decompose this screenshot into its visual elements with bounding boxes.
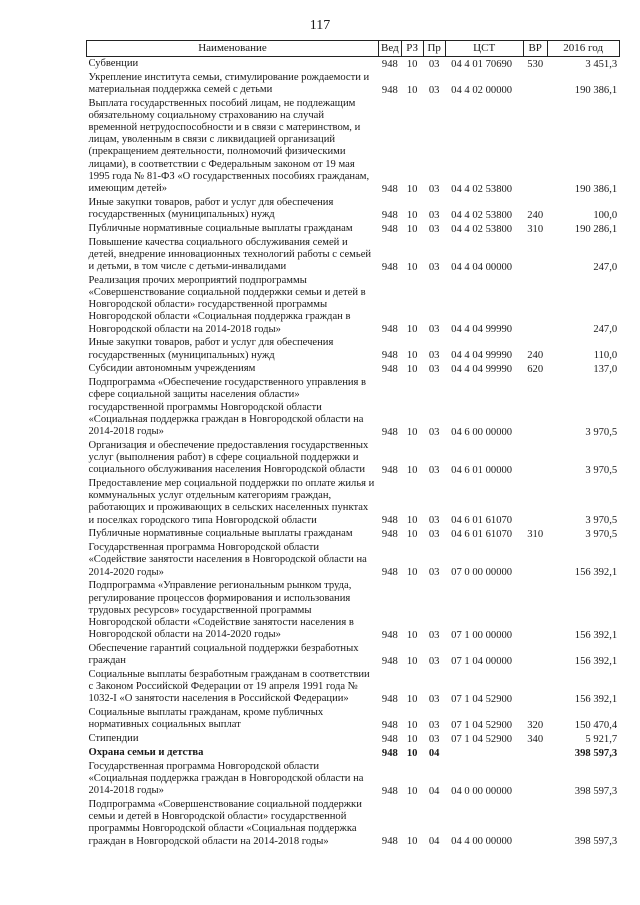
row-pr: 04: [428, 786, 440, 798]
row-pr: 03: [428, 324, 440, 336]
row-name: Государственная программа Новгородской области «Социальная поддержка граждан в Новгородской области на 2014-2018 годы»: [88, 760, 364, 797]
table-row: [87, 732, 620, 746]
row-amount: 156 392,1: [574, 630, 618, 642]
row-amount: 190 386,1: [574, 183, 618, 195]
table-row: [87, 706, 620, 732]
row-ved: 948: [381, 786, 398, 798]
row-rz: 10: [406, 465, 418, 477]
table-row: [87, 760, 620, 798]
row-cst: 04 6 01 00000: [451, 465, 513, 477]
table-row: [87, 642, 620, 668]
row-cst: 04 4 04 99990: [451, 324, 513, 336]
row-amount: 398 597,3: [574, 786, 618, 798]
row-name: Публичные нормативные социальные выплаты гражданам: [88, 528, 353, 540]
row-ved: 948: [381, 630, 398, 642]
row-name: Выплата государственных пособий лицам, не подлежащим обязательному социальному страхованию на случай временной нетрудоспособности и в связи с материнством, и лицам, уволенным в связи с ликвидацией организаций (прекращением деятельности, полномочий физическими лицами), в соответствии с Федеральным законом от 19 мая 1995 года № 81-ФЗ «О государственных пособиях гражданам, имеющим детей»: [88, 97, 370, 195]
row-pr: 03: [428, 209, 440, 221]
table-row: [87, 97, 620, 196]
row-cst: 04 4 04 99990: [451, 364, 513, 376]
row-ved: 948: [381, 836, 398, 848]
row-rz: 10: [406, 223, 418, 235]
row-name: Подпрограмма «Обеспечение государственного управления в сфере социальной защиты населения области» государственной программы Новгородской области «Социальная поддержка граждан в Новгородской области на 2014-2018 годы»: [88, 377, 367, 438]
row-rz: 10: [406, 324, 418, 336]
table-row: [87, 580, 620, 643]
table-row: [87, 541, 620, 579]
row-rz: 10: [406, 183, 418, 195]
row-name: Укрепление института семьи, стимулирование рождаемости и материальная поддержка семей с детьми: [88, 71, 370, 95]
row-cst: 07 1 04 52900: [451, 694, 513, 706]
row-amount: 3 970,5: [585, 465, 618, 477]
table-row: [87, 528, 620, 542]
row-vr: [523, 760, 547, 798]
row-cst: 07 1 04 52900: [451, 720, 513, 732]
row-ved: 948: [381, 567, 398, 579]
table-row: [87, 477, 620, 527]
row-pr: 03: [428, 350, 440, 362]
row-vr: [523, 642, 547, 668]
row-rz: 10: [406, 515, 418, 527]
budget-table: [86, 40, 620, 849]
row-pr: 03: [428, 261, 440, 273]
table-row: [87, 196, 620, 222]
row-name: Реализация прочих мероприятий подпрограммы «Совершенствование социальной поддержки семьи и детей в Новгородской области» государственной программы Новгородской области «Социальная поддержка граждан в Новгородской области на 2014-2018 годы»: [88, 274, 366, 335]
row-name: Государственная программа Новгородской области «Содействие занятости населения в Новгородской области на 2014-2020 годы»: [88, 542, 367, 578]
row-vr: 310: [527, 529, 544, 541]
row-rz: 10: [406, 529, 418, 541]
row-ved: 948: [381, 720, 398, 732]
row-rz: 10: [406, 209, 418, 221]
row-ved: 948: [381, 324, 398, 336]
table-row: [87, 439, 620, 477]
row-name: Иные закупки товаров, работ и услуг для обеспечения государственных (муниципальных) нужд: [88, 337, 334, 361]
row-amount: 190 386,1: [574, 84, 618, 96]
header-year: 2016 год: [547, 41, 619, 57]
row-ved: 948: [381, 58, 398, 70]
row-ved: 948: [381, 515, 398, 527]
row-amount: 156 392,1: [574, 694, 618, 706]
row-cst: 04 0 00 00000: [451, 786, 513, 798]
row-pr: 03: [428, 529, 440, 541]
row-ved: 948: [381, 350, 398, 362]
table-row: [87, 337, 620, 363]
row-ved: 948: [381, 426, 398, 438]
row-ved: 948: [381, 734, 398, 746]
row-vr: 240: [527, 350, 544, 362]
row-vr: [523, 668, 547, 706]
row-pr: 03: [428, 183, 440, 195]
row-pr: 03: [428, 720, 440, 732]
row-rz: 10: [406, 261, 418, 273]
row-ved: 948: [381, 465, 398, 477]
row-rz: 10: [406, 836, 418, 848]
row-ved: 948: [381, 223, 398, 235]
row-vr: [523, 798, 547, 848]
row-rz: 10: [406, 694, 418, 706]
row-vr: 340: [527, 734, 544, 746]
row-rz: 10: [406, 567, 418, 579]
header-rz: РЗ: [401, 41, 423, 57]
row-cst: 04 4 04 00000: [451, 261, 513, 273]
row-amount: 110,0: [593, 350, 618, 362]
table-row: [87, 274, 620, 337]
row-vr: [523, 274, 547, 337]
row-pr: 03: [428, 630, 440, 642]
row-pr: 03: [428, 223, 440, 235]
header-pr: Пр: [423, 41, 445, 57]
table-row: [87, 668, 620, 706]
row-amount: 3 970,5: [585, 515, 618, 527]
row-rz: 10: [406, 350, 418, 362]
row-cst: 07 1 00 00000: [451, 630, 513, 642]
row-cst: 04 6 01 61070: [451, 529, 513, 541]
table-row: [87, 746, 620, 760]
row-cst: 04 4 00 00000: [451, 836, 513, 848]
header-cst: ЦСТ: [445, 41, 523, 57]
row-amount: 156 392,1: [574, 567, 618, 579]
row-name: Субвенции: [88, 57, 139, 69]
row-amount: 156 392,1: [574, 656, 618, 668]
row-name: Подпрограмма «Управление региональным рынком труда, регулирование процессов формирования и использования трудовых ресурсов» государственной программы Новгородской области «Содействие занятости населения в Новгородской области на 2014-2020 годы»: [88, 580, 354, 641]
row-vr: 530: [527, 58, 544, 70]
row-rz: 10: [406, 630, 418, 642]
row-amount: 100,0: [593, 209, 618, 221]
row-ved: 948: [381, 84, 398, 96]
row-amount: 137,0: [593, 364, 618, 376]
row-ved: 948: [381, 183, 398, 195]
row-rz: 10: [406, 720, 418, 732]
row-rz: 10: [406, 58, 418, 70]
row-vr: [523, 439, 547, 477]
table-body: [87, 57, 620, 849]
table-row: [87, 236, 620, 274]
row-name: Охрана семьи и детства: [88, 747, 204, 759]
table-row: [87, 798, 620, 848]
row-amount: 398 597,3: [574, 836, 618, 848]
row-name: Организация и обеспечение предоставления государственных услуг (выполнения работ) в сфере социальной поддержки и социального обслуживания населения Новгородской области: [88, 439, 369, 476]
row-vr: [523, 236, 547, 274]
row-rz: 10: [406, 786, 418, 798]
row-rz: 10: [406, 747, 418, 759]
row-pr: 03: [428, 567, 440, 579]
row-cst: 07 0 00 00000: [451, 567, 513, 579]
row-vr: [523, 477, 547, 527]
table-row: [87, 71, 620, 97]
row-amount: 247,0: [593, 324, 618, 336]
row-rz: 10: [406, 426, 418, 438]
page-number: 117: [309, 18, 331, 33]
row-cst: 04 4 04 99990: [451, 350, 513, 362]
row-pr: 03: [428, 426, 440, 438]
row-amount: 3 451,3: [585, 58, 618, 70]
row-vr: [523, 376, 547, 439]
row-name: Публичные нормативные социальные выплаты гражданам: [88, 222, 353, 234]
row-amount: 190 286,1: [574, 223, 618, 235]
row-name: Субсидии автономным учреждениям: [88, 363, 256, 375]
row-pr: 03: [428, 515, 440, 527]
row-amount: 150 470,4: [574, 720, 618, 732]
row-vr: [523, 580, 547, 643]
row-cst: 04 4 02 53800: [451, 209, 513, 221]
row-ved: 948: [381, 529, 398, 541]
row-vr: [523, 541, 547, 579]
row-ved: 948: [381, 364, 398, 376]
row-rz: 10: [406, 84, 418, 96]
row-cst: 04 6 00 00000: [451, 426, 513, 438]
row-ved: 948: [381, 656, 398, 668]
row-pr: 03: [428, 656, 440, 668]
header-vr: ВР: [523, 41, 547, 57]
table-row: [87, 57, 620, 71]
row-name: Социальные выплаты гражданам, кроме публичных нормативных социальных выплат: [88, 707, 324, 731]
row-name: Социальные выплаты безработным гражданам в соответствии с Законом Российской Федерации от 19 апреля 1991 года № 1032-I «О занятости населения в Российской Федерации»: [88, 669, 370, 705]
row-cst: [445, 746, 523, 760]
header-name: Наименование: [87, 41, 379, 57]
table-header-row: [87, 41, 620, 57]
row-name: Повышение качества социального обслуживания семей и детей, внедрение инновационных технологий работы с семьей и детьми, в том числе с детьми-инвалидами: [88, 236, 372, 273]
row-cst: 04 6 01 61070: [451, 515, 513, 527]
row-vr: [523, 71, 547, 97]
row-name: Подпрограмма «Совершенствование социальной поддержки семьи и детей в Новгородской области» государственной программы Новгородской области «Социальная поддержка граждан в Новгородской области на 2014-2018 годы»: [88, 799, 362, 847]
row-amount: 3 970,5: [585, 529, 618, 541]
row-vr: [523, 746, 547, 760]
row-cst: 07 1 04 52900: [451, 734, 513, 746]
row-pr: 03: [428, 58, 440, 70]
row-cst: 04 4 02 53800: [451, 183, 513, 195]
row-pr: 03: [428, 694, 440, 706]
row-pr: 03: [428, 364, 440, 376]
row-vr: 320: [527, 720, 544, 732]
row-pr: 04: [428, 836, 440, 848]
row-cst: 07 1 04 00000: [451, 656, 513, 668]
row-ved: 948: [381, 747, 398, 759]
table-row: [87, 222, 620, 236]
row-amount: 398 597,3: [574, 747, 618, 759]
row-ved: 948: [381, 694, 398, 706]
row-pr: 03: [428, 734, 440, 746]
row-rz: 10: [406, 364, 418, 376]
row-pr: 03: [428, 465, 440, 477]
row-amount: 247,0: [593, 261, 618, 273]
row-vr: 240: [527, 209, 544, 221]
row-vr: [523, 97, 547, 196]
row-pr: 03: [428, 84, 440, 96]
row-name: Обеспечение гарантий социальной поддержки безработных граждан: [88, 643, 359, 667]
row-name: Иные закупки товаров, работ и услуг для обеспечения государственных (муниципальных) нужд: [88, 196, 334, 221]
row-vr: 620: [527, 364, 544, 376]
row-pr: 04: [428, 747, 440, 759]
row-amount: 5 921,7: [585, 734, 618, 746]
row-vr: 310: [527, 223, 544, 235]
row-ved: 948: [381, 261, 398, 273]
row-rz: 10: [406, 656, 418, 668]
table-row: [87, 376, 620, 439]
row-name: Предоставление мер социальной поддержки по оплате жилья и коммунальных услуг отдельным категориям граждан, работающих и проживающих в сельских населенных пунктах и поселках городского типа Новгородской области: [88, 478, 375, 526]
row-cst: 04 4 02 53800: [451, 223, 513, 235]
row-name: Стипендии: [88, 733, 139, 745]
row-cst: 04 4 02 00000: [451, 84, 513, 96]
row-rz: 10: [406, 734, 418, 746]
header-ved: Вед: [379, 41, 402, 57]
row-amount: 3 970,5: [585, 426, 618, 438]
table-row: [87, 363, 620, 377]
row-ved: 948: [381, 209, 398, 221]
row-cst: 04 4 01 70690: [451, 58, 513, 70]
